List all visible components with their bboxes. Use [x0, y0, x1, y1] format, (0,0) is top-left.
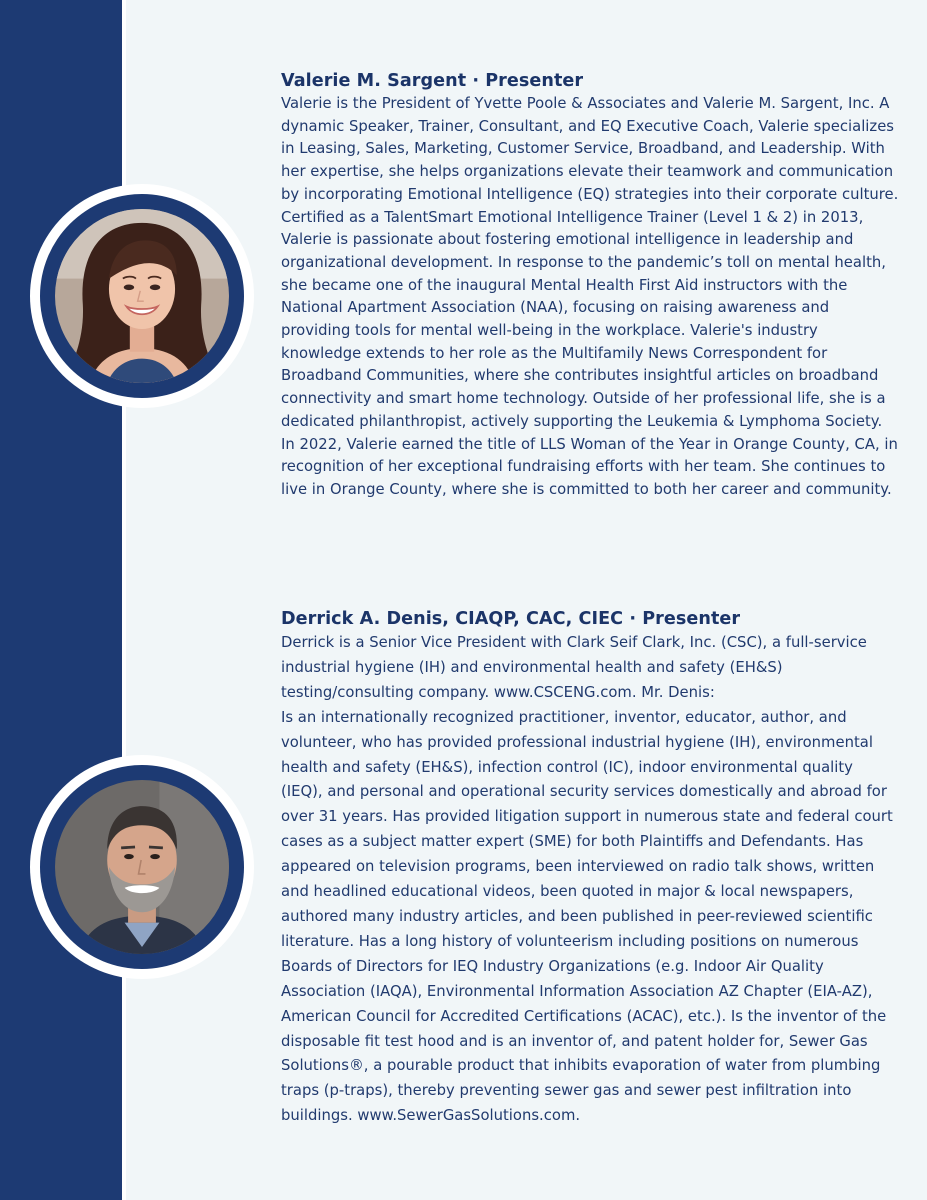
- presenter-photo-ring-valerie: [30, 184, 254, 408]
- presenter-bio-text-valerie: Valerie is the President of Yvette Poole & Associates and Valerie M. Sargent, Inc. A dynamic Speaker, Trainer, Consultant, and EQ Executive Coach, Valerie specializes in Leasing, Sales, Marketing, Customer Service, Broadband, and Leadership. With her expertise, she helps organizations elevate their teamwork and communication by incorporating Emotional Intelligence (EQ) strategies into their corporate culture. Certified as a TalentSmart Emotional Intelligence Trainer (Level 1 & 2) in 2013, Valerie is passionate about fostering emotional intelligence in leadership and organizational development. In response to the pandemic’s toll on mental health, she became one of the inaugural Mental Health First Aid instructors with the National Apartment Association (NAA), focusing on raising awareness and providing tools for mental well-being in the workplace. Valerie's industry knowledge extends to her role as the Multifamily News Correspondent for Broadband Communities, where she contributes insightful articles on broadband connectivity and smart home technology. Outside of her professional life, she is a dedicated philanthropist, actively supporting the Leukemia & Lymphoma Society. In 2022, Valerie earned the title of LLS Woman of the Year in Orange County, CA, in recognition of her exceptional fundraising efforts with her team. She continues to live in Orange County, where she is committed to both her career and community.: [281, 95, 899, 498]
- sidebar-edge: [122, 0, 126, 1200]
- presenter-heading-derrick: Derrick A. Denis, CIAQP, CAC, CIEC · Presenter: [281, 609, 741, 629]
- presenter-photo-frame-derrick: [40, 765, 244, 969]
- presenter-bio-valerie: [281, 69, 899, 502]
- valerie-portrait: [55, 209, 229, 383]
- derrick-portrait: [55, 780, 229, 954]
- presenter-heading-valerie: Valerie M. Sargent · Presenter: [281, 71, 584, 91]
- presenter-bio-intro-derrick: Derrick is a Senior Vice President with Clark Seif Clark, Inc. (CSC), a full-service industrial hygiene (IH) and environmental health and safety (EH&S) testing/consulting company. www.CSCENG.com. Mr. Denis:: [281, 634, 867, 701]
- presenter-bio-derrick: [281, 607, 899, 1129]
- presenter-photo-ring-derrick: [30, 755, 254, 979]
- presenter-photo-frame-valerie: [40, 194, 244, 398]
- sidebar-band: [0, 0, 122, 1200]
- presenter-bio-text-derrick: Is an internationally recognized practitioner, inventor, educator, author, and volunteer, who has provided professional industrial hygiene (IH), environmental health and safety (EH&S), infection control (IC), indoor environmental quality (IEQ), and personal and operational security services domestically and abroad for over 31 years. Has provided litigation support in numerous state and federal court cases as a subject matter expert (SME) for both Plaintiffs and Defendants. Has appeared on television programs, been interviewed on radio talk shows, written and headlined educational videos, been quoted in major & local newspapers, authored many industry articles, and been published in peer-reviewed scientific literature. Has a long history of volunteerism including positions on numerous Boards of Directors for IEQ Industry Organizations (e.g. Indoor Air Quality Association (IAQA), Environmental Information Association AZ Chapter (EIA-AZ), American Council for Accredited Certifications (ACAC), etc.). Is the inventor of the disposable fit test hood and is an inventor of, and patent holder for, Sewer Gas Solutions®, a pourable product that inhibits evaporation of water from plumbing traps (p-traps), thereby preventing sewer gas and sewer pest infiltration into buildings. www.SewerGasSolutions.com.: [281, 708, 893, 1125]
